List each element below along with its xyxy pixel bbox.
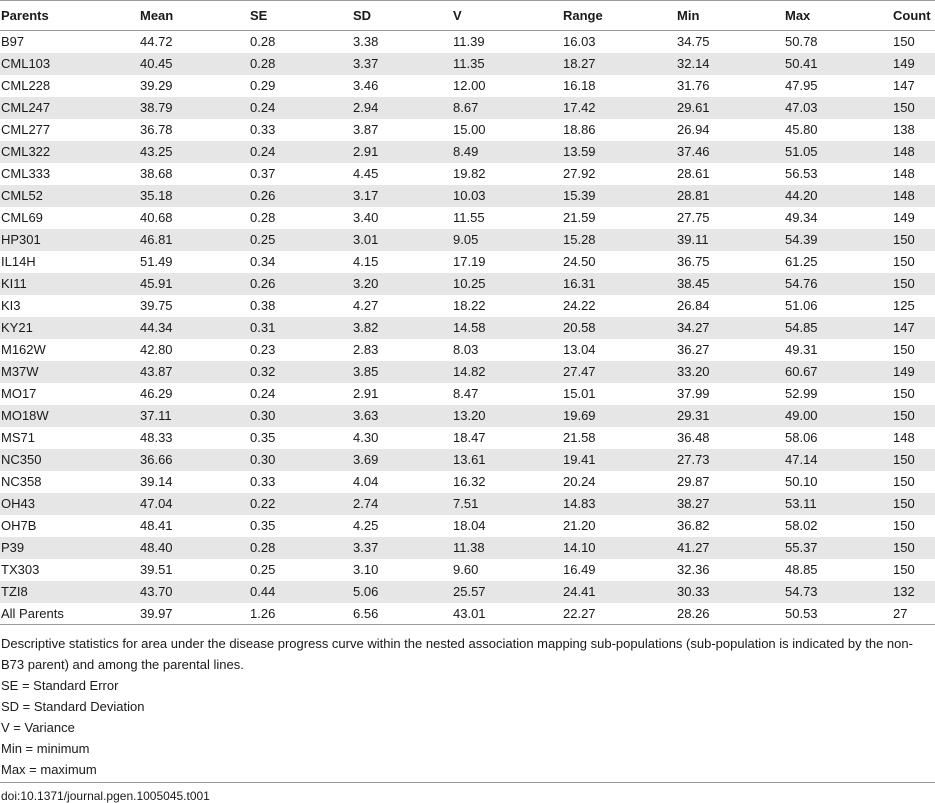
cell-count: 27 [892, 603, 935, 625]
cell-sd: 2.91 [353, 386, 379, 401]
cell-mean: 47.04 [139, 493, 249, 515]
cell-v: 8.67 [452, 97, 562, 119]
header-mean: Mean [139, 1, 249, 31]
cell-parent: KI3 [1, 298, 21, 313]
cell-se: 0.25 [250, 562, 276, 577]
cell-se: 0.30 [249, 405, 352, 427]
cell-sd: 2.91 [352, 141, 452, 163]
table-row [0, 295, 935, 317]
cell-range: 14.10 [562, 537, 676, 559]
cell-v: 10.25 [452, 273, 562, 295]
cell-sd: 4.15 [353, 254, 379, 269]
cell-max: 47.95 [785, 78, 818, 93]
cell-v: 18.47 [453, 430, 486, 445]
cell-sd: 2.83 [353, 342, 379, 357]
cell-range: 14.83 [562, 493, 676, 515]
cell-parent: M162W [1, 342, 46, 357]
cell-parent: NC350 [0, 449, 139, 471]
cell-range: 21.20 [563, 518, 596, 533]
cell-mean: 44.72 [140, 34, 173, 50]
cell-max: 50.78 [785, 34, 818, 50]
table-row [0, 449, 935, 471]
cell-mean: 35.18 [139, 185, 249, 207]
cell-se: 0.24 [250, 386, 276, 401]
cell-max: 51.05 [784, 141, 892, 163]
cell-mean: 38.79 [139, 97, 249, 119]
cell-parent: CML52 [0, 185, 139, 207]
cell-sd: 3.01 [352, 229, 452, 251]
table-row [0, 251, 935, 273]
cell-mean: 44.34 [139, 317, 249, 339]
cell-range: 20.58 [562, 317, 676, 339]
cell-count: 150 [892, 493, 935, 515]
table-row [0, 493, 935, 515]
cell-se: 0.28 [249, 537, 352, 559]
cell-range: 24.41 [562, 581, 676, 603]
table-row [0, 603, 935, 625]
cell-se: 0.33 [250, 122, 276, 137]
table-row [0, 317, 935, 339]
cell-max: 45.80 [785, 122, 818, 137]
cell-sd: 4.27 [353, 298, 379, 313]
cell-v: 18.22 [453, 298, 486, 313]
table-row [0, 515, 935, 537]
cell-parent: CML333 [1, 166, 51, 181]
cell-min: 32.14 [676, 53, 784, 75]
cell-sd: 4.45 [353, 166, 379, 181]
cell-count: 150 [892, 537, 935, 559]
cell-range: 15.39 [562, 185, 676, 207]
table-row [0, 163, 935, 185]
cell-max: 53.11 [784, 493, 892, 515]
cell-sd: 4.30 [353, 430, 379, 445]
cell-count: 150 [893, 342, 915, 357]
cell-mean: 45.91 [139, 273, 249, 295]
cell-count: 150 [892, 97, 935, 119]
cell-mean: 46.81 [139, 229, 249, 251]
cell-se: 0.25 [249, 229, 352, 251]
cell-v: 16.32 [453, 474, 486, 489]
cell-min: 36.82 [677, 518, 710, 533]
cell-min: 39.11 [676, 229, 784, 251]
cell-max: 47.03 [784, 97, 892, 119]
cell-sd: 2.74 [352, 493, 452, 515]
cell-parent: CML322 [0, 141, 139, 163]
cell-se: 0.34 [250, 254, 276, 269]
cell-parent: P39 [0, 537, 139, 559]
cell-range: 16.18 [563, 78, 596, 93]
cell-se: 0.37 [250, 166, 276, 181]
cell-se: 0.26 [249, 185, 352, 207]
table-row [0, 119, 935, 141]
cell-parent: B97 [1, 34, 25, 50]
cell-parent: All Parents [0, 603, 139, 625]
cell-se: 0.23 [250, 342, 276, 357]
cell-mean: 39.75 [140, 298, 173, 313]
cell-range: 21.58 [563, 430, 596, 445]
cell-max: 54.73 [784, 581, 892, 603]
cell-v: 8.47 [453, 386, 479, 401]
cell-max: 54.76 [784, 273, 892, 295]
cell-min: 36.75 [677, 254, 710, 269]
cell-max: 52.99 [785, 386, 818, 401]
cell-min: 30.33 [676, 581, 784, 603]
cell-parent: MO17 [1, 386, 37, 401]
cell-parent: IL14H [1, 254, 36, 269]
definition-sd: SD = Standard Deviation [1, 699, 145, 714]
cell-min: 27.75 [677, 210, 710, 225]
cell-mean: 39.29 [140, 78, 173, 93]
cell-count: 138 [893, 122, 915, 137]
cell-v: 12.00 [453, 78, 486, 93]
cell-min: 26.84 [677, 298, 710, 313]
cell-mean: 42.80 [140, 342, 173, 357]
definition-max: Max = maximum [1, 762, 97, 777]
cell-se: 0.28 [250, 210, 276, 225]
cell-v: 11.35 [452, 53, 562, 75]
cell-min: 28.26 [676, 603, 784, 625]
definition-se: SE = Standard Error [1, 678, 119, 693]
cell-v: 11.38 [452, 537, 562, 559]
table-row [0, 75, 935, 97]
cell-sd: 4.25 [353, 518, 379, 533]
cell-min: 41.27 [676, 537, 784, 559]
table-row [0, 97, 935, 119]
cell-parent: TX303 [1, 562, 40, 577]
cell-parent: KY21 [0, 317, 139, 339]
cell-sd: 4.04 [353, 474, 379, 489]
cell-max: 58.02 [785, 518, 818, 533]
cell-v: 11.55 [453, 210, 485, 225]
cell-mean: 43.70 [139, 581, 249, 603]
cell-se: 0.32 [249, 361, 352, 383]
cell-sd: 3.63 [352, 405, 452, 427]
cell-min: 28.61 [677, 166, 710, 181]
cell-max: 48.85 [785, 562, 818, 577]
cell-parent: TZI8 [0, 581, 139, 603]
cell-mean: 48.41 [140, 518, 173, 533]
cell-min: 32.36 [677, 562, 710, 577]
cell-se: 1.26 [249, 603, 352, 625]
cell-mean: 40.68 [140, 210, 173, 225]
cell-max: 54.39 [784, 229, 892, 251]
cell-range: 16.03 [563, 34, 596, 50]
cell-mean: 39.97 [139, 603, 249, 625]
cell-range: 16.31 [562, 273, 676, 295]
cell-min: 33.20 [676, 361, 784, 383]
header-range: Range [562, 1, 676, 31]
cell-mean: 43.87 [139, 361, 249, 383]
header-parents: Parents [0, 1, 139, 31]
table-row [0, 31, 935, 53]
cell-min: 36.48 [677, 430, 710, 445]
cell-se: 0.26 [249, 273, 352, 295]
cell-v: 14.58 [452, 317, 562, 339]
cell-v: 9.60 [453, 562, 479, 577]
cell-se: 0.31 [249, 317, 352, 339]
cell-parent: HP301 [0, 229, 139, 251]
cell-max: 51.06 [785, 298, 818, 313]
cell-v: 13.20 [452, 405, 562, 427]
cell-se: 0.35 [250, 518, 276, 533]
cell-min: 29.61 [676, 97, 784, 119]
cell-count: 149 [892, 53, 935, 75]
cell-min: 36.27 [677, 342, 710, 357]
cell-mean: 39.51 [140, 562, 173, 577]
cell-range: 19.69 [562, 405, 676, 427]
cell-v: 15.00 [453, 122, 486, 137]
table-row [0, 471, 935, 493]
header-min: Min [676, 1, 784, 31]
cell-parent: CML247 [0, 97, 139, 119]
cell-mean: 43.25 [139, 141, 249, 163]
header-v: V [452, 1, 562, 31]
table-notes [0, 625, 935, 780]
cell-range: 13.59 [562, 141, 676, 163]
definition-min: Min = minimum [1, 741, 90, 756]
cell-min: 34.27 [676, 317, 784, 339]
cell-mean: 48.33 [140, 430, 173, 445]
cell-range: 27.92 [563, 166, 596, 181]
cell-v: 17.19 [453, 254, 486, 269]
cell-min: 37.46 [676, 141, 784, 163]
cell-min: 29.31 [676, 405, 784, 427]
cell-range: 24.22 [563, 298, 596, 313]
cell-count: 150 [893, 254, 915, 269]
cell-count: 147 [893, 78, 915, 93]
cell-count: 148 [893, 166, 915, 181]
cell-range: 24.50 [563, 254, 596, 269]
cell-mean: 46.29 [140, 386, 173, 401]
doi-text: doi:10.1371/journal.pgen.1005045.t001 [1, 789, 210, 803]
cell-range: 16.49 [563, 562, 596, 577]
table-row [0, 559, 935, 581]
cell-max: 50.41 [784, 53, 892, 75]
table-row [0, 339, 935, 361]
cell-se: 0.38 [250, 298, 276, 313]
cell-min: 34.75 [677, 34, 710, 50]
table-row [0, 207, 935, 229]
cell-count: 147 [892, 317, 935, 339]
cell-count: 148 [893, 430, 915, 445]
cell-range: 18.27 [562, 53, 676, 75]
cell-se: 0.28 [250, 34, 276, 50]
cell-max: 49.00 [784, 405, 892, 427]
cell-v: 25.57 [452, 581, 562, 603]
cell-sd: 3.87 [353, 122, 379, 137]
cell-sd: 3.85 [352, 361, 452, 383]
cell-v: 43.01 [452, 603, 562, 625]
cell-range: 13.04 [563, 342, 596, 357]
cell-count: 150 [892, 449, 935, 471]
cell-range: 19.41 [562, 449, 676, 471]
cell-se: 0.33 [250, 474, 276, 489]
cell-count: 148 [892, 185, 935, 207]
cell-parent: MS71 [1, 430, 35, 445]
cell-v: 13.61 [452, 449, 562, 471]
cell-max: 55.37 [784, 537, 892, 559]
table-description: Descriptive statistics for area under the disease progress curve within the nested association mapping sub-populations (sub-population is indicated by the non-B73 parent) and among the parental lines. [1, 636, 913, 672]
cell-range: 15.01 [563, 386, 596, 401]
cell-max: 54.85 [784, 317, 892, 339]
cell-sd: 3.17 [352, 185, 452, 207]
cell-mean: 39.14 [140, 474, 173, 489]
cell-v: 7.51 [452, 493, 562, 515]
cell-v: 14.82 [452, 361, 562, 383]
cell-range: 18.86 [563, 122, 596, 137]
cell-se: 0.22 [249, 493, 352, 515]
header-max: Max [784, 1, 892, 31]
cell-min: 26.94 [677, 122, 710, 137]
cell-max: 47.14 [784, 449, 892, 471]
cell-count: 149 [892, 361, 935, 383]
cell-max: 56.53 [785, 166, 818, 181]
cell-range: 15.28 [562, 229, 676, 251]
cell-max: 58.06 [785, 430, 818, 445]
cell-se: 0.28 [249, 53, 352, 75]
cell-se: 0.30 [249, 449, 352, 471]
cell-parent: OH7B [1, 518, 37, 533]
cell-sd: 3.37 [352, 537, 452, 559]
table-row [0, 405, 935, 427]
cell-sd: 3.10 [353, 562, 379, 577]
cell-min: 38.45 [676, 273, 784, 295]
cell-count: 149 [893, 210, 915, 225]
table-row [0, 361, 935, 383]
cell-se: 0.29 [250, 78, 276, 93]
cell-min: 28.81 [676, 185, 784, 207]
cell-count: 132 [892, 581, 935, 603]
cell-count: 150 [892, 405, 935, 427]
cell-sd: 3.20 [352, 273, 452, 295]
table-row [0, 537, 935, 559]
cell-se: 0.35 [250, 430, 276, 445]
cell-sd: 2.94 [352, 97, 452, 119]
cell-max: 50.53 [784, 603, 892, 625]
cell-parent: CML69 [1, 210, 43, 225]
cell-sd: 3.69 [352, 449, 452, 471]
cell-sd: 3.38 [353, 34, 379, 50]
cell-mean: 40.45 [139, 53, 249, 75]
cell-v: 8.49 [452, 141, 562, 163]
cell-mean: 38.68 [140, 166, 173, 181]
cell-parent: M37W [0, 361, 139, 383]
cell-v: 11.39 [453, 34, 485, 50]
cell-count: 150 [893, 34, 915, 50]
cell-count: 150 [893, 474, 915, 489]
cell-parent: KI11 [0, 273, 139, 295]
cell-mean: 51.49 [140, 254, 173, 269]
cell-mean: 37.11 [139, 405, 249, 427]
header-count: Count [892, 1, 935, 31]
cell-sd: 5.06 [352, 581, 452, 603]
cell-sd: 3.46 [353, 78, 379, 93]
cell-max: 49.34 [785, 210, 818, 225]
header-sd: SD [352, 1, 452, 31]
cell-range: 21.59 [563, 210, 596, 225]
cell-parent: CML103 [0, 53, 139, 75]
cell-v: 9.05 [452, 229, 562, 251]
cell-max: 60.67 [784, 361, 892, 383]
cell-mean: 36.66 [139, 449, 249, 471]
cell-v: 10.03 [452, 185, 562, 207]
header-se: SE [249, 1, 352, 31]
table-row [0, 229, 935, 251]
table-row [0, 273, 935, 295]
table-row [0, 53, 935, 75]
cell-count: 148 [892, 141, 935, 163]
cell-count: 150 [893, 562, 915, 577]
cell-v: 8.03 [453, 342, 479, 357]
cell-max: 49.31 [785, 342, 818, 357]
table-row [0, 383, 935, 405]
cell-parent: MO18W [0, 405, 139, 427]
table-header-row [0, 1, 935, 31]
cell-v: 18.04 [453, 518, 486, 533]
cell-mean: 36.78 [140, 122, 173, 137]
cell-parent: CML277 [1, 122, 51, 137]
cell-range: 20.24 [563, 474, 596, 489]
table-row [0, 581, 935, 603]
cell-parent: OH43 [0, 493, 139, 515]
cell-sd: 3.37 [352, 53, 452, 75]
cell-mean: 48.40 [139, 537, 249, 559]
cell-range: 22.27 [562, 603, 676, 625]
cell-se: 0.24 [249, 141, 352, 163]
cell-range: 27.47 [562, 361, 676, 383]
table-body [0, 31, 935, 625]
cell-count: 150 [892, 229, 935, 251]
cell-count: 125 [893, 298, 915, 313]
cell-min: 37.99 [677, 386, 710, 401]
cell-max: 44.20 [784, 185, 892, 207]
cell-sd: 3.40 [353, 210, 379, 225]
cell-parent: CML228 [1, 78, 51, 93]
cell-count: 150 [892, 273, 935, 295]
definition-v: V = Variance [1, 720, 75, 735]
cell-v: 19.82 [453, 166, 486, 181]
cell-min: 38.27 [676, 493, 784, 515]
cell-min: 29.87 [677, 474, 710, 489]
cell-min: 31.76 [677, 78, 710, 93]
cell-range: 17.42 [562, 97, 676, 119]
table-row [0, 141, 935, 163]
cell-parent: NC358 [1, 474, 42, 489]
cell-min: 27.73 [676, 449, 784, 471]
cell-max: 50.10 [785, 474, 818, 489]
cell-count: 150 [893, 518, 915, 533]
cell-se: 0.24 [249, 97, 352, 119]
cell-sd: 6.56 [352, 603, 452, 625]
cell-se: 0.44 [249, 581, 352, 603]
cell-count: 150 [893, 386, 915, 401]
table-row [0, 427, 935, 449]
cell-sd: 3.82 [352, 317, 452, 339]
cell-max: 61.25 [785, 254, 818, 269]
table-row [0, 185, 935, 207]
